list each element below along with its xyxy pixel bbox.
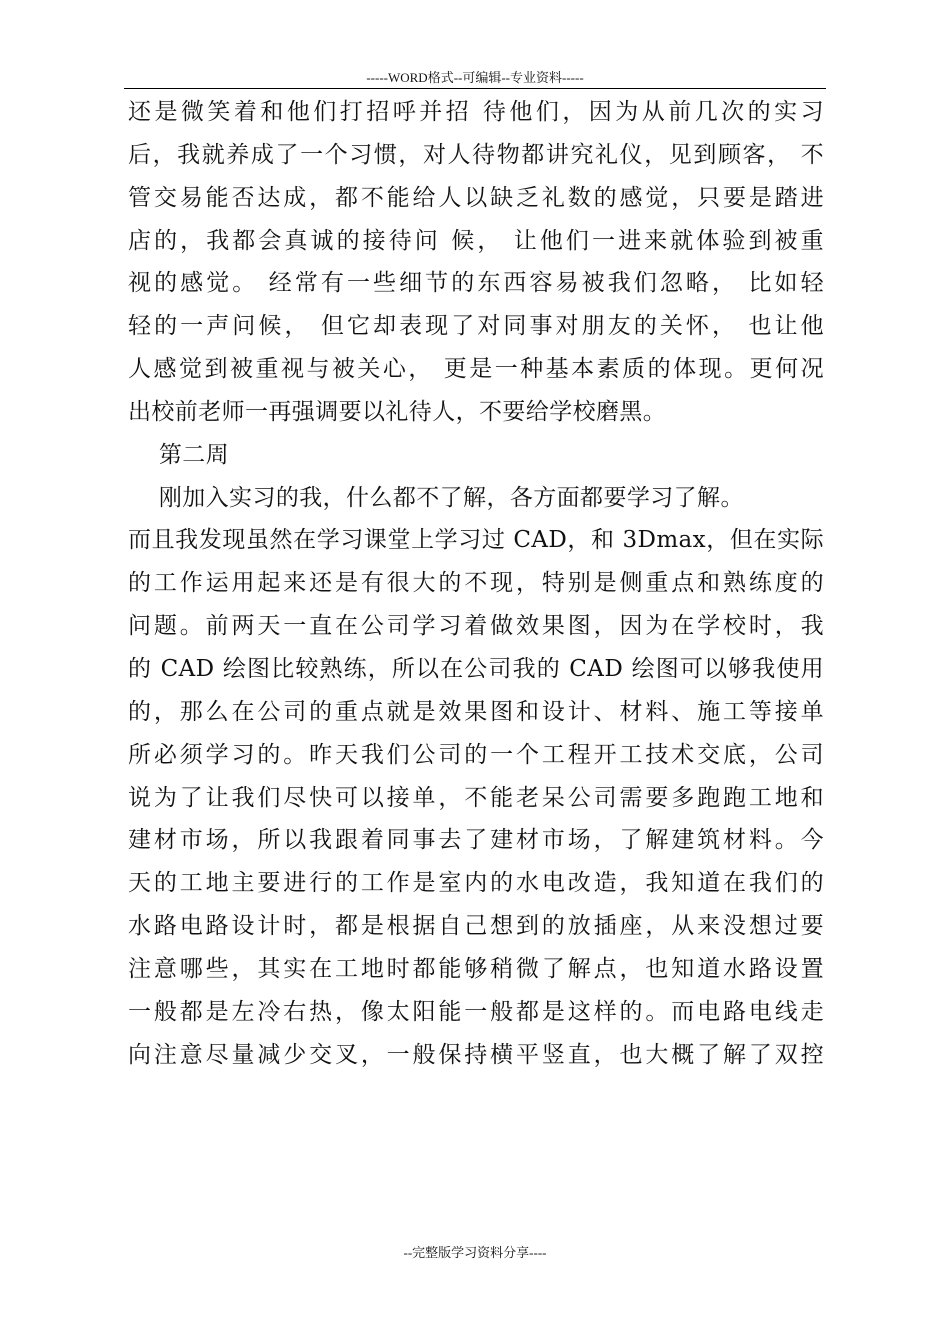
text-line: 水路电路设计时，都是根据自己想到的放插座，从来没想过要: [128, 913, 824, 940]
text-line: 说为了让我们尽快可以接单，不能老呆公司需要多跑跑工地和: [128, 784, 824, 811]
document-body: [128, 91, 824, 1076]
text-line: 问题。前两天一直在公司学习着做效果图，因为在学校时，我: [128, 613, 824, 640]
text-line: 后，我就养成了一个习惯，对人待物都讲究礼仪，见到顾客， 不: [128, 141, 824, 168]
text-line: 天的工地主要进行的工作是室内的水电改造，我知道在我们的: [128, 870, 824, 897]
text-line: 人感觉到被重视与被关心， 更是一种基本素质的体现。更何况: [128, 356, 824, 383]
text-line: 向注意尽量减少交叉，一般保持横平竖直，也大概了解了双控: [128, 1041, 824, 1068]
text-line: 所必须学习的。昨天我们公司的一个工程开工技术交底，公司: [128, 741, 824, 768]
page-footer: --完整版学习资料分享----: [403, 1245, 547, 1260]
text-line: 注意哪些，其实在工地时都能够稍微了解点，也知道水路设置: [128, 955, 824, 982]
text-line: 出校前老师一再强调要以礼待人，不要给学校磨黑。: [128, 398, 667, 425]
header-divider: [124, 88, 826, 89]
text-line: 的工作运用起来还是有很大的不现，特别是侧重点和熟练度的: [128, 570, 824, 597]
text-line: 的 CAD 绘图比较熟练，所以在公司我的 CAD 绘图可以够我使用: [128, 655, 824, 682]
text-line: 还是微笑着和他们打招呼并招 待他们，因为从前几次的实习: [128, 99, 824, 125]
section-heading: 第二周: [128, 441, 230, 468]
text-line: 的，那么在公司的重点就是效果图和设计、材料、施工等接单: [128, 698, 824, 725]
text-line: 一般都是左冷右热，像太阳能一般都是这样的。而电路电线走: [128, 998, 824, 1025]
text-line: 建材市场，所以我跟着同事去了建材市场，了解建筑材料。今: [128, 827, 824, 854]
text-line: 刚加入实习的我，什么都不了解，各方面都要学习了解。: [128, 484, 744, 511]
text-line: 轻的一声问候， 但它却表现了对同事对朋友的关怀， 也让他: [128, 313, 824, 340]
page-header: -----WORD格式--可编辑--专业资料-----: [366, 70, 584, 85]
text-line: 视的感觉。 经常有一些细节的东西容易被我们忽略， 比如轻: [128, 270, 824, 297]
text-line: 管交易能否达成，都不能给人以缺乏礼数的感觉，只要是踏进: [128, 184, 824, 211]
text-line: 而且我发现虽然在学习课堂上学习过 CAD，和 3Dmax，但在实际: [128, 527, 824, 554]
text-line: 店的，我都会真诚的接待问 候， 让他们一进来就体验到被重: [128, 227, 824, 254]
